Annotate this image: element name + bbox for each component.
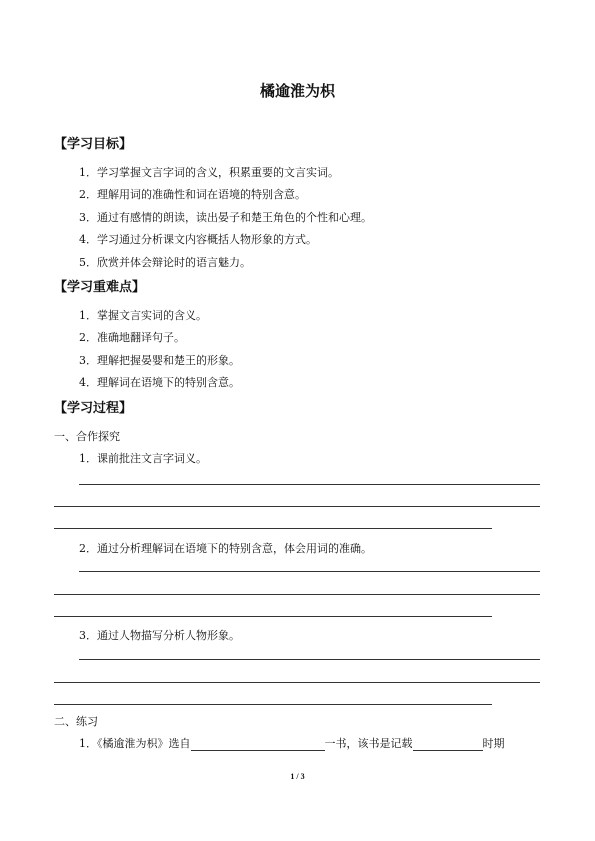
question-two: 2．通过分析理解词在语境下的特别含意，体会用词的准确。 — [79, 542, 372, 555]
key-point-item: 3．理解把握晏婴和楚王的形象。 — [79, 354, 240, 367]
page-number: 1 / 3 — [290, 772, 305, 781]
exercise-one — [79, 735, 505, 751]
answer-line[interactable] — [54, 528, 492, 529]
fill-blank-period[interactable] — [413, 738, 483, 751]
exercise-one-text: 时期 — [482, 737, 505, 750]
objective-item: 5．欣赏并体会辩论时的语言魅力。 — [79, 256, 251, 269]
answer-line[interactable] — [54, 594, 540, 595]
key-point-item: 1．掌握文言实词的含义。 — [79, 309, 207, 322]
key-points-heading: 【学习重难点】 — [54, 280, 146, 295]
answer-line[interactable] — [79, 484, 540, 485]
objective-item: 4．学习通过分析课文内容概括人物形象的方式。 — [79, 233, 317, 246]
objectives-heading: 【学习目标】 — [54, 137, 133, 152]
question-three: 3．通过人物描写分析人物形象。 — [79, 629, 240, 642]
answer-line[interactable] — [54, 704, 492, 705]
answer-line[interactable] — [79, 571, 540, 572]
process-heading: 【学习过程】 — [54, 401, 133, 416]
key-point-item: 2．准确地翻译句子。 — [79, 331, 185, 344]
section-two-label: 二、练习 — [54, 715, 98, 728]
objective-item: 2．理解用词的准确性和词在语境的特别含意。 — [79, 188, 306, 201]
exercise-one-text: 一书，该书是记载 — [324, 737, 413, 750]
fill-blank-book[interactable] — [191, 738, 325, 751]
answer-line[interactable] — [54, 682, 540, 683]
exercise-one-text: 1．《橘逾淮为枳》选自 — [79, 737, 191, 750]
objective-item: 3．通过有感情的朗读，读出晏子和楚王角色的个性和心理。 — [79, 211, 372, 224]
page-title: 橘逾淮为枳 — [259, 82, 335, 100]
key-point-item: 4．理解词在语境下的特别含意。 — [79, 376, 240, 389]
answer-line[interactable] — [79, 659, 540, 660]
answer-line[interactable] — [54, 506, 540, 507]
section-one-label: 一、合作探究 — [54, 430, 120, 443]
answer-line[interactable] — [54, 616, 492, 617]
question-one: 1．课前批注文言字词义。 — [79, 452, 207, 465]
objective-item: 1．学习掌握文言字词的含义，积累重要的文言实词。 — [79, 166, 339, 179]
